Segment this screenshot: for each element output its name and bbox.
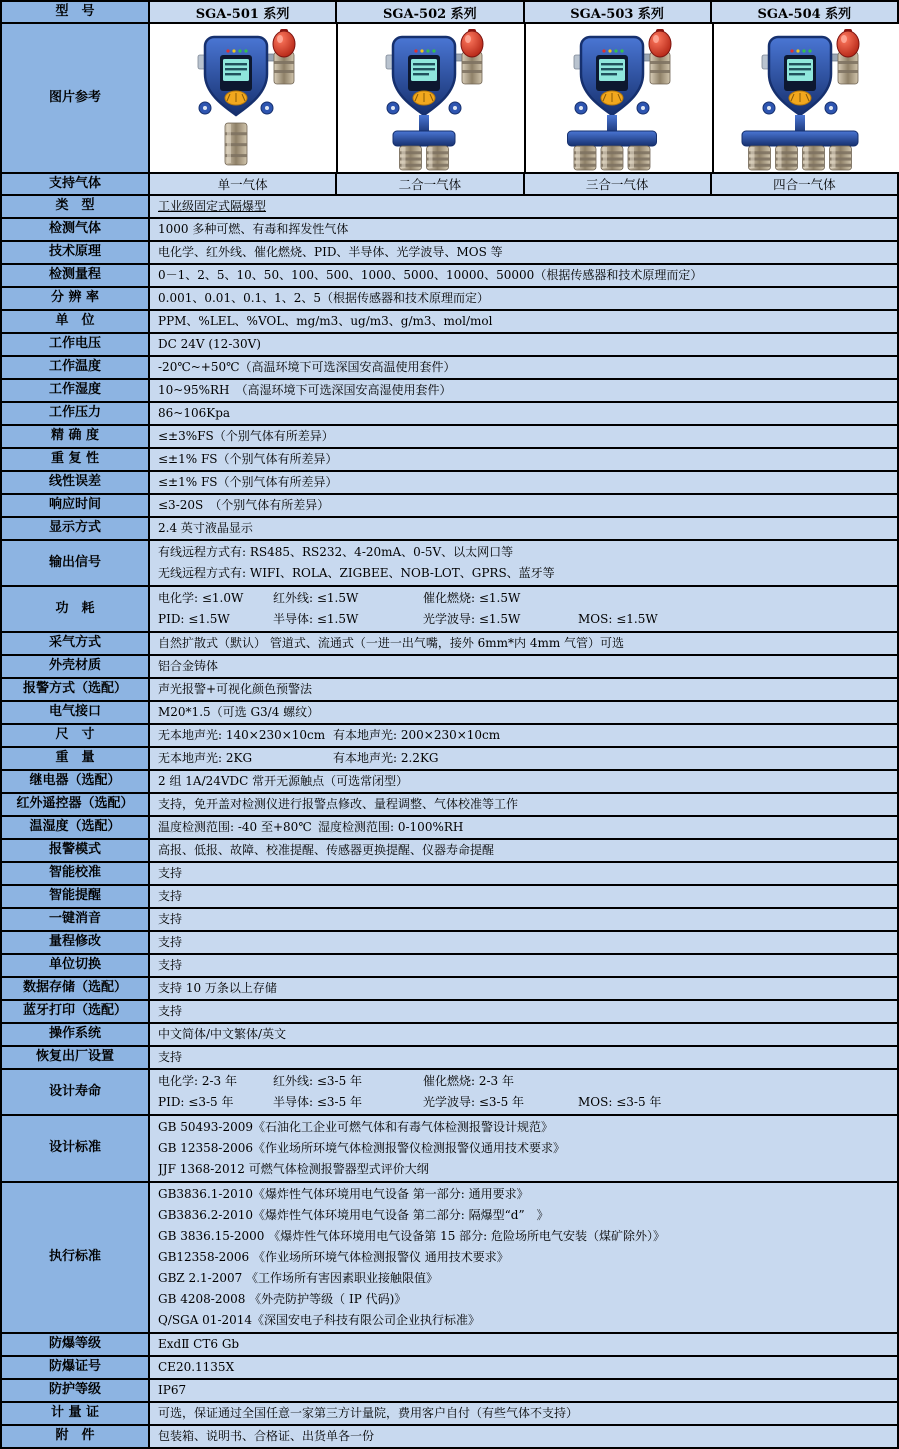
spec-label: 防爆等级 [2, 1334, 150, 1355]
spec-row [2, 1334, 897, 1357]
spec-value [150, 1426, 897, 1447]
spec-text: DC 24V (12-30V) [158, 337, 261, 351]
spec-text: 半导体: ≤1.5W [273, 612, 359, 626]
spec-label: 尺 寸 [2, 725, 150, 746]
spec-line [158, 427, 897, 446]
spec-line [158, 1404, 897, 1423]
gas-value-single: 单一气体 [150, 174, 335, 194]
spec-text: 支持 [158, 935, 183, 949]
spec-line [158, 887, 897, 906]
spec-line [158, 289, 897, 308]
spec-label: 计 量 证 [2, 1403, 150, 1424]
spec-value [150, 518, 897, 539]
spec-text: 铝合金铸体 [158, 659, 219, 673]
spec-row [2, 771, 897, 794]
spec-text: 声光报警+可视化颜色预警法 [158, 682, 313, 696]
spec-text: CE20.1135X [158, 1360, 235, 1374]
spec-label: 蓝牙打印（选配） [2, 1001, 150, 1022]
spec-line [158, 634, 897, 653]
spec-label: 防爆证号 [2, 1357, 150, 1378]
spec-line [158, 749, 897, 768]
spec-text: 支持 [158, 889, 183, 903]
spec-value [150, 886, 897, 907]
spec-value [150, 380, 897, 401]
spec-text: 支持 10 万条以上存储 [158, 981, 277, 995]
spec-label: 红外遥控器（选配） [2, 794, 150, 815]
spec-value [150, 288, 897, 309]
spec-value [150, 863, 897, 884]
spec-line [158, 381, 897, 400]
spec-label: 分 辨 率 [2, 288, 150, 309]
spec-label: 技术原理 [2, 242, 150, 263]
spec-line [158, 404, 897, 423]
spec-row [2, 840, 897, 863]
spec-label: 智能提醒 [2, 886, 150, 907]
spec-row [2, 1070, 897, 1116]
spec-row [2, 978, 897, 1001]
spec-label: 一键消音 [2, 909, 150, 930]
spec-text: 无线远程方式有: WIFI、ROLA、ZIGBEE、NOB-LOT、GPRS、蓝牙等 [158, 566, 555, 580]
spec-label: 采气方式 [2, 633, 150, 654]
spec-value [150, 725, 897, 746]
spec-line [158, 795, 897, 814]
spec-line [158, 1226, 897, 1247]
spec-value [150, 955, 897, 976]
spec-text: Q/SGA 01-2014《深国安电子科技有限公司企业执行标准》 [158, 1313, 481, 1327]
spec-row [2, 909, 897, 932]
spec-text: 支持 [158, 958, 183, 972]
spec-row [2, 518, 897, 541]
spec-value [150, 449, 897, 470]
spec-text: PPM、%LEL、%VOL、mg/m3、ug/m3、g/m3、mol/mol [158, 314, 493, 328]
spec-value [150, 495, 897, 516]
spec-value [150, 265, 897, 286]
spec-label: 电气接口 [2, 702, 150, 723]
spec-row [2, 1380, 897, 1403]
spec-label: 检测气体 [2, 219, 150, 240]
spec-value [150, 196, 897, 217]
spec-row [2, 794, 897, 817]
spec-text: 无本地声光: 2KG [158, 751, 253, 765]
spec-text: 0.001、0.01、0.1、1、2、5（根据传感器和技术原理而定） [158, 291, 490, 305]
spec-text: ≤±3%FS（个别气体有所差异） [158, 429, 334, 443]
spec-text: M20*1.5（可选 G3/4 螺纹） [158, 705, 320, 719]
spec-label: 重 复 性 [2, 449, 150, 470]
spec-label: 恢复出厂设置 [2, 1047, 150, 1068]
spec-value [150, 1024, 897, 1045]
spec-value [150, 1357, 897, 1378]
spec-line [158, 1071, 897, 1092]
spec-text: 支持 [158, 866, 183, 880]
spec-line [158, 197, 897, 216]
spec-text: 红外线: ≤3-5 年 [273, 1074, 363, 1088]
spec-text: 包装箱、说明书、合格证、出货单各一份 [158, 1429, 375, 1443]
spec-text: 温度检测范围: -40 至+80℃ [158, 820, 312, 834]
spec-text: PID: ≤1.5W [158, 612, 230, 626]
spec-value [150, 1183, 897, 1332]
spec-line [158, 473, 897, 492]
spec-line [158, 220, 897, 239]
spec-label: 报警模式 [2, 840, 150, 861]
model-header-sga-502: SGA-502 系列 [335, 2, 522, 22]
spec-label: 量程修改 [2, 932, 150, 953]
spec-label: 附 件 [2, 1426, 150, 1447]
spec-text: GB3836.2-2010《爆炸性气体环境用电气设备 第二部分: 隔爆型“d” 》 [158, 1208, 549, 1222]
spec-label: 输出信号 [2, 541, 150, 585]
spec-line [158, 956, 897, 975]
spec-value [150, 1403, 897, 1424]
spec-value [150, 311, 897, 332]
spec-value [150, 357, 897, 378]
spec-line [158, 1048, 897, 1067]
spec-text: ExdⅡ CT6 Gb [158, 1337, 240, 1351]
spec-line [158, 979, 897, 998]
model-header-sga-504: SGA-504 系列 [710, 2, 897, 22]
spec-text: MOS: ≤3-5 年 [578, 1095, 662, 1109]
spec-row [2, 633, 897, 656]
spec-row [2, 679, 897, 702]
spec-line [158, 657, 897, 676]
spec-row [2, 288, 897, 311]
spec-line [158, 910, 897, 929]
spec-value [150, 334, 897, 355]
spec-value [150, 403, 897, 424]
spec-text: 红外线: ≤1.5W [273, 591, 359, 605]
gas-value-3in1: 三合一气体 [523, 174, 710, 194]
spec-line [158, 312, 897, 331]
spec-text: GBZ 2.1-2007 《工作场所有害因素职业接触限值》 [158, 1271, 439, 1285]
spec-line [158, 772, 897, 791]
spec-line [158, 1002, 897, 1021]
spec-label: 类 型 [2, 196, 150, 217]
spec-text: 电化学、红外线、催化燃烧、PID、半导体、光学波导、MOS 等 [158, 245, 503, 259]
spec-text: MOS: ≤1.5W [578, 612, 658, 626]
spec-row [2, 1047, 897, 1070]
spec-label: 继电器（选配） [2, 771, 150, 792]
spec-value [150, 1334, 897, 1355]
spec-text: IP67 [158, 1383, 187, 1397]
spec-row [2, 219, 897, 242]
spec-value [150, 1116, 897, 1181]
spec-row [2, 702, 897, 725]
image-row-label: 图片参考 [2, 24, 150, 172]
spec-row [2, 426, 897, 449]
supported-gas-row [2, 174, 897, 196]
spec-text: 86~106Kpa [158, 406, 231, 420]
spec-label: 外壳材质 [2, 656, 150, 677]
spec-value [150, 817, 897, 838]
spec-label: 设计寿命 [2, 1070, 150, 1114]
spec-line [158, 1358, 897, 1377]
spec-value [150, 656, 897, 677]
spec-row [2, 403, 897, 426]
spec-value [150, 242, 897, 263]
product-image-sga-501 [150, 25, 336, 171]
spec-value [150, 1001, 897, 1022]
spec-line [158, 818, 897, 837]
spec-text: 2 组 1A/24VDC 常开无源触点（可选常闭型） [158, 774, 409, 788]
spec-value [150, 932, 897, 953]
spec-line [158, 1117, 897, 1138]
spec-value [150, 426, 897, 447]
spec-line [158, 243, 897, 262]
spec-line [158, 1335, 897, 1354]
spec-row [2, 886, 897, 909]
spec-line [158, 588, 897, 609]
spec-row [2, 1024, 897, 1047]
spec-label: 线性误差 [2, 472, 150, 493]
spec-value [150, 909, 897, 930]
spec-text: JJF 1368-2012 可燃气体检测报警器型式评价大纲 [158, 1162, 429, 1176]
spec-label: 数据存储（选配） [2, 978, 150, 999]
spec-label: 报警方式（选配） [2, 679, 150, 700]
spec-row [2, 1426, 897, 1447]
spec-value [150, 771, 897, 792]
spec-row [2, 725, 897, 748]
spec-text: 工业级固定式隔爆型 [158, 199, 267, 213]
spec-label: 工作压力 [2, 403, 150, 424]
spec-text: 半导体: ≤3-5 年 [273, 1095, 363, 1109]
spec-text: GB3836.1-2010《爆炸性气体环境用电气设备 第一部分: 通用要求》 [158, 1187, 529, 1201]
spec-label: 防护等级 [2, 1380, 150, 1401]
spec-text: 湿度检测范围: 0-100%RH [318, 820, 464, 834]
spec-text: 2.4 英寸液晶显示 [158, 521, 253, 535]
spec-line [158, 1025, 897, 1044]
spec-row [2, 265, 897, 288]
spec-line [158, 1205, 897, 1226]
spec-line [158, 358, 897, 377]
spec-value [150, 1070, 897, 1114]
spec-label: 显示方式 [2, 518, 150, 539]
spec-label: 智能校准 [2, 863, 150, 884]
spec-row [2, 955, 897, 978]
spec-text: 支持 [158, 1050, 183, 1064]
spec-text: 1000 多种可燃、有毒和挥发性气体 [158, 222, 349, 236]
spec-text: 可选，保证通过全国任意一家第三方计量院，费用客户自付（有些气体不支持） [158, 1406, 579, 1420]
spec-value [150, 219, 897, 240]
spec-text: 电化学: ≤1.0W [158, 591, 244, 605]
spec-line [158, 1159, 897, 1180]
spec-row [2, 334, 897, 357]
spec-label: 检测量程 [2, 265, 150, 286]
spec-label: 精 确 度 [2, 426, 150, 447]
spec-row [2, 1403, 897, 1426]
spec-row [2, 1116, 897, 1183]
spec-text: GB 50493-2009《石油化工企业可燃气体和有毒气体检测报警设计规范》 [158, 1120, 553, 1134]
spec-label: 执行标准 [2, 1183, 150, 1332]
spec-row [2, 587, 897, 633]
product-image-sga-504 [714, 25, 899, 171]
spec-text: 无本地声光: 140×230×10cm [158, 728, 326, 742]
spec-row [2, 863, 897, 886]
spec-line [158, 1138, 897, 1159]
spec-text: GB 4208-2008 《外壳防护等级（ IP 代码)》 [158, 1292, 407, 1306]
spec-row [2, 380, 897, 403]
spec-line [158, 266, 897, 285]
spec-text: 中文简体/中文繁体/英文 [158, 1027, 287, 1041]
spec-value [150, 978, 897, 999]
spec-value [150, 1380, 897, 1401]
spec-row [2, 242, 897, 265]
spec-value [150, 840, 897, 861]
spec-line [158, 1184, 897, 1205]
spec-row [2, 1183, 897, 1334]
spec-label: 设计标准 [2, 1116, 150, 1181]
spec-label: 响应时间 [2, 495, 150, 516]
spec-line [158, 841, 897, 860]
spec-line [158, 680, 897, 699]
spec-row [2, 311, 897, 334]
spec-text: 电化学: 2-3 年 [158, 1074, 237, 1088]
spec-text: 有线远程方式有: RS485、RS232、4-20mA、0-5V、以太网口等 [158, 545, 514, 559]
spec-value [150, 541, 897, 585]
spec-label: 单位切换 [2, 955, 150, 976]
spec-line [158, 519, 897, 538]
gas-row-label: 支持气体 [2, 174, 150, 194]
spec-label: 单 位 [2, 311, 150, 332]
spec-row [2, 932, 897, 955]
spec-row [2, 541, 897, 587]
spec-text: 催化燃烧: 2-3 年 [423, 1074, 514, 1088]
spec-line [158, 1427, 897, 1446]
spec-label: 工作温度 [2, 357, 150, 378]
spec-line [158, 450, 897, 469]
spec-row [2, 357, 897, 380]
spec-text: ≤3-20S （个别气体有所差异） [158, 498, 330, 512]
spec-value [150, 633, 897, 654]
spec-label: 操作系统 [2, 1024, 150, 1045]
model-header-row [2, 2, 897, 24]
spec-line [158, 1092, 897, 1113]
spec-text: GB12358-2006 《作业场所环境气体检测报警仪 通用技术要求》 [158, 1250, 509, 1264]
spec-line [158, 609, 897, 630]
spec-label: 功 耗 [2, 587, 150, 631]
spec-line [158, 563, 897, 584]
spec-text: 高报、低报、故障、校准提醒、传感器更换提醒、仪器寿命提醒 [158, 843, 495, 857]
spec-text: 有本地声光: 200×230×10cm [333, 728, 501, 742]
spec-text: 支持 [158, 912, 183, 926]
spec-text: 有本地声光: 2.2KG [333, 751, 439, 765]
spec-line [158, 1381, 897, 1400]
spec-row [2, 656, 897, 679]
spec-row [2, 495, 897, 518]
spec-text: 支持，免开盖对检测仪进行报警点修改、量程调整、气体校准等工作 [158, 797, 519, 811]
spec-line [158, 933, 897, 952]
spec-value [150, 748, 897, 769]
gas-value-4in1: 四合一气体 [710, 174, 897, 194]
product-image-sga-503 [526, 25, 712, 171]
spec-line [158, 496, 897, 515]
spec-value [150, 472, 897, 493]
gas-value-2in1: 二合一气体 [335, 174, 522, 194]
spec-line [158, 1247, 897, 1268]
spec-value [150, 1047, 897, 1068]
spec-label: 重 量 [2, 748, 150, 769]
spec-text: 0－1、2、5、10、50、100、500、1000、5000、10000、50000（根据传感器和技术原理而定） [158, 268, 703, 282]
spec-value [150, 702, 897, 723]
spec-text: ≤±1% FS（个别气体有所差异） [158, 452, 338, 466]
spec-row [2, 817, 897, 840]
spec-row [2, 196, 897, 219]
spec-text: 光学波导: ≤1.5W [423, 612, 521, 626]
product-image-row [2, 24, 897, 174]
spec-label: 工作湿度 [2, 380, 150, 401]
spec-value [150, 679, 897, 700]
spec-text: GB 12358-2006《作业场所环境气体检测报警仪检测报警仪通用技术要求》 [158, 1141, 565, 1155]
spec-label: 温湿度（选配） [2, 817, 150, 838]
spec-value [150, 587, 897, 631]
spec-line [158, 335, 897, 354]
spec-text: 10~95%RH （高湿环境下可选深国安高湿使用套件） [158, 383, 452, 397]
spec-text: GB 3836.15-2000 《爆炸性气体环境用电气设备第 15 部分: 危险场所电气安装（煤矿除外）》 [158, 1229, 666, 1243]
spec-line [158, 703, 897, 722]
spec-line [158, 1289, 897, 1310]
spec-text: 光学波导: ≤3-5 年 [423, 1095, 525, 1109]
spec-row [2, 748, 897, 771]
spec-row [2, 449, 897, 472]
spec-text: 催化燃烧: ≤1.5W [423, 591, 521, 605]
spec-rows [2, 196, 897, 1447]
spec-text: PID: ≤3-5 年 [158, 1095, 234, 1109]
spec-row [2, 1001, 897, 1024]
model-header-label: 型 号 [2, 2, 150, 22]
spec-text: 支持 [158, 1004, 183, 1018]
spec-text: -20℃~+50℃（高温环境下可选深国安高温使用套件） [158, 360, 456, 374]
spec-line [158, 1310, 897, 1331]
product-image-sga-502 [338, 25, 524, 171]
spec-line [158, 726, 897, 745]
model-header-sga-501: SGA-501 系列 [150, 2, 335, 22]
spec-text: ≤±1% FS（个别气体有所差异） [158, 475, 338, 489]
spec-line [158, 1268, 897, 1289]
model-header-sga-503: SGA-503 系列 [523, 2, 710, 22]
spec-value [150, 794, 897, 815]
spec-text: 自然扩散式（默认） 管道式、流通式（一进一出气嘴，接外 6mm*内 4mm 气管）可选 [158, 636, 625, 650]
spec-label: 工作电压 [2, 334, 150, 355]
spec-row [2, 472, 897, 495]
spec-line [158, 864, 897, 883]
spec-line [158, 542, 897, 563]
